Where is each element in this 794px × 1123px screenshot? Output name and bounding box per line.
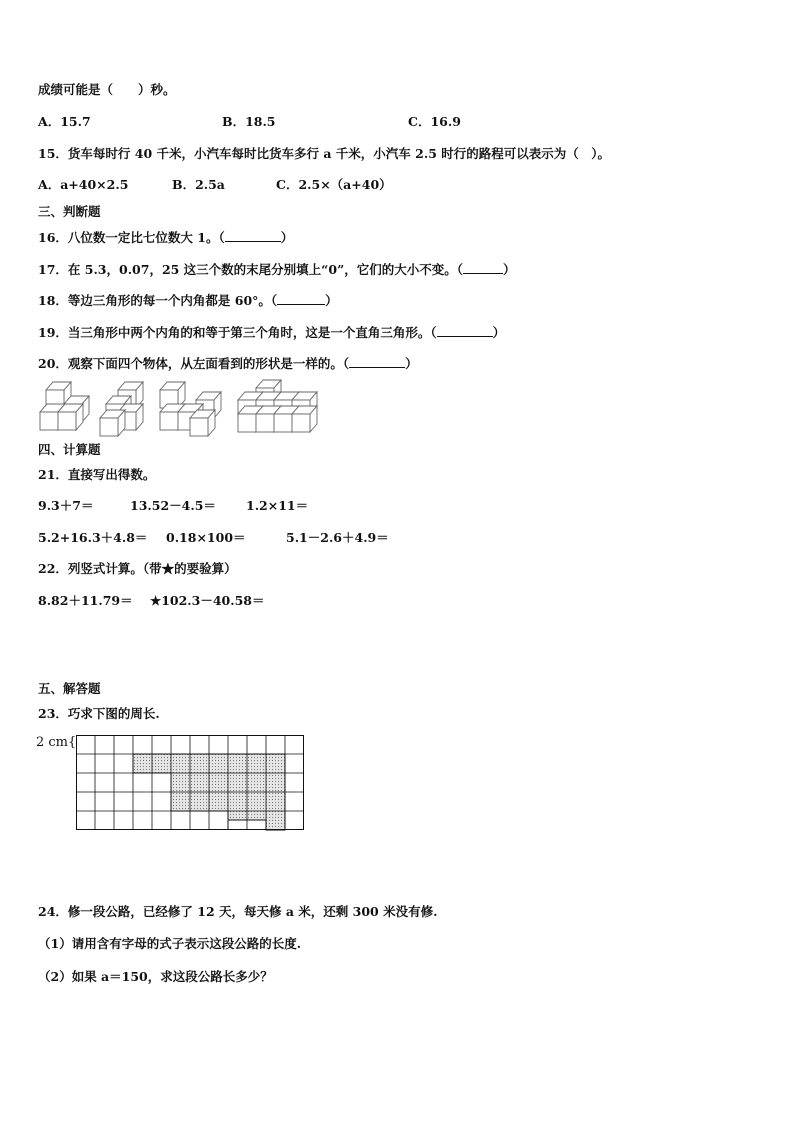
judge-16-text: 16．八位数一定比七位数大 1。（ xyxy=(38,230,225,245)
grid-scale-label: 2 cm{ xyxy=(36,735,77,750)
q21-stem: 21．直接写出得数。 xyxy=(38,467,156,482)
answer-blank-17[interactable] xyxy=(463,261,503,274)
q21-item-5: 0.18×100＝ xyxy=(166,530,246,545)
q23-stem: 23．巧求下图的周长. xyxy=(38,706,160,721)
q14-option-a: A．15.7 xyxy=(38,114,91,129)
section-title-solve: 五、解答题 xyxy=(38,681,101,696)
judge-20-text: 20．观察下面四个物体，从左面看到的形状是一样的。（ xyxy=(38,356,350,371)
q24-sub2: （2）如果 a＝150，求这段公路长多少？ xyxy=(38,969,273,984)
q14-option-c: C．16.9 xyxy=(408,114,461,129)
q21-item-6: 5.1－2.6＋4.9＝ xyxy=(286,530,389,545)
answer-blank-18[interactable] xyxy=(277,292,325,305)
q15-option-b: B．2.5a xyxy=(172,177,225,192)
section-title-judge: 三、判断题 xyxy=(38,204,101,219)
judge-18-close: ） xyxy=(325,293,338,308)
judge-16-close: ） xyxy=(280,230,294,245)
judge-20-close: ） xyxy=(405,356,418,371)
judge-item-20 xyxy=(38,355,418,372)
q21-item-4: 5.2+16.3＋4.8＝ xyxy=(38,530,148,545)
cube-objects-figure xyxy=(34,378,324,438)
judge-19-close: ） xyxy=(492,325,506,340)
answer-blank-16[interactable] xyxy=(225,229,281,242)
perimeter-grid-figure xyxy=(76,735,304,830)
judge-item-18 xyxy=(38,292,338,309)
q15-option-a: A．a+40×2.5 xyxy=(38,177,129,192)
q21-item-1: 9.3＋7＝ xyxy=(38,498,94,513)
answer-blank-19[interactable] xyxy=(437,324,493,337)
q14-stem-tail: 成绩可能是（ ）秒。 xyxy=(38,82,176,97)
section-title-calc: 四、计算题 xyxy=(38,442,101,457)
cube-object-2 xyxy=(100,382,143,436)
judge-item-17 xyxy=(38,261,516,278)
q15-stem: 15．货车每时行 40 千米，小汽车每时比货车多行 a 千米，小汽车 2.5 时行的路程可以表示为（ ）。 xyxy=(38,146,610,161)
q22-item-1: 8.82＋11.79＝ xyxy=(38,593,133,608)
q24-stem: 24．修一段公路，已经修了 12 天，每天修 a 米，还剩 300 米没有修. xyxy=(38,904,438,919)
q14-option-b: B．18.5 xyxy=(222,114,276,129)
q21-item-3: 1.2×11＝ xyxy=(246,498,309,513)
judge-item-19 xyxy=(38,324,505,341)
judge-17-close: ） xyxy=(503,262,516,277)
answer-blank-20[interactable] xyxy=(349,355,405,368)
judge-19-text: 19．当三角形中两个内角的和等于第三个角时，这是一个直角三角形。（ xyxy=(38,325,437,340)
judge-18-text: 18．等边三角形的每一个内角都是 60°。（ xyxy=(38,293,278,308)
cube-object-4 xyxy=(238,380,317,432)
q15-option-c: C．2.5×（a+40） xyxy=(276,177,392,192)
q22-stem: 22．列竖式计算。（带★的要验算） xyxy=(38,561,237,576)
q22-item-2: ★102.3－40.58＝ xyxy=(150,593,265,608)
judge-17-text: 17．在 5.3，0.07，25 这三个数的末尾分别填上“0”，它们的大小不变。（ xyxy=(38,262,464,277)
judge-item-16 xyxy=(38,229,293,246)
cube-object-1 xyxy=(40,382,89,430)
q24-sub1: （1）请用含有字母的式子表示这段公路的长度. xyxy=(38,936,302,951)
q21-item-2: 13.52－4.5＝ xyxy=(130,498,216,513)
cube-object-3 xyxy=(160,382,221,436)
